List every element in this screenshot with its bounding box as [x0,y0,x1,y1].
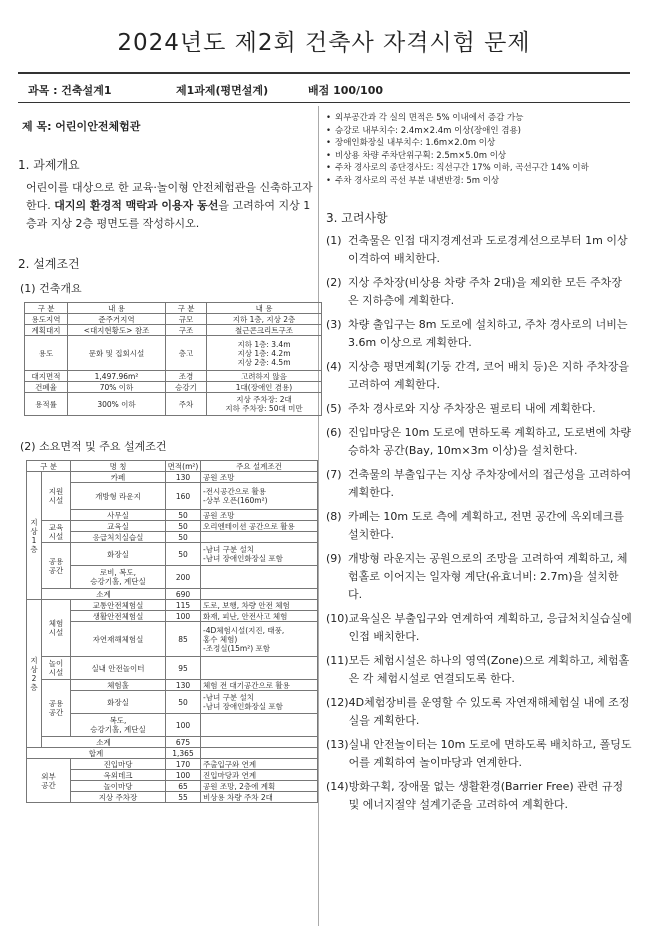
table-cell: 공원 조망 [201,510,318,521]
table-cell [201,657,318,680]
table-header: 주요 설계조건 [201,461,318,472]
consideration-item [326,466,632,502]
consideration-number: (10) [326,612,349,625]
area-requirements-table [26,460,318,803]
table-cell: 건폐율 [25,382,68,393]
consideration-text: 지상 주차장(비상용 차량 주차 2대)을 제외한 모든 주차장은 지하층에 계획한다. [348,276,622,307]
subject-bar [18,72,630,103]
table-cell: 50 [166,532,201,543]
overview-text-a: 어린이를 대상으로 한 교육·놀이형 안전체험관을 신축하고자 한다. [26,181,313,212]
consideration-text: 개방형 라운지는 공원으로의 조망을 고려하여 계획하고, 체험홀로 이어지는 일자형 계단(유효너비: 2.7m)을 설치한다. [348,552,628,601]
table-row [27,622,318,657]
note-item: • 장애인화장실 내부치수: 1.6m×2.0m 이상 [326,137,632,150]
table-cell: 체험 전 대기공간으로 활용 [201,680,318,691]
table-cell: 690 [166,589,201,600]
table-cell: 진입마당과 연계 [201,770,318,781]
table-cell [201,737,318,748]
consideration-item [326,358,632,394]
overview-text-bold: 대지의 환경적 맥락과 이용자 동선 [54,199,219,212]
section-design-heading: 2. 설계조건 [18,257,80,271]
building-overview-heading: (1) 건축개요 [20,282,82,295]
table-cell: 복도, 승강기홀, 계단실 [71,714,166,737]
table-header-row [27,461,318,472]
table-cell: 100 [166,611,201,622]
table-cell: 85 [166,622,201,657]
table-cell: 130 [166,680,201,691]
consideration-text: 진입마당은 10m 도로에 면하도록 계획하고, 도로변에 차량 승하차 공간(Bay, 10m×3m 이상)을 설치한다. [348,426,631,457]
table-cell: 100 [166,714,201,737]
table-header: 명 칭 [71,461,166,472]
table-cell: 50 [166,510,201,521]
consideration-item [326,550,632,604]
consideration-text: 4D체험장비를 운영할 수 있도록 자연재해체험실 내에 조정실을 계획한다. [348,696,630,727]
score-label: 배점 100/100 [308,84,384,97]
table-row [27,759,318,770]
table-row [27,472,318,483]
table-cell: 주출입구와 연계 [201,759,318,770]
table-cell: 사무실 [71,510,166,521]
table-cell: 실내 안전놀이터 [71,657,166,680]
table-cell: 공원 조망, 2층에 계획 [201,781,318,792]
table-cell: 자연재해체험실 [71,622,166,657]
table-cell: 오리엔테이션 공간으로 활용 [201,521,318,532]
table-row [25,336,322,371]
table-cell: 100 [166,770,201,781]
floor-label: 지 상 2 층 [27,600,42,748]
table-cell: 대지면적 [25,371,68,382]
table-cell: -남녀 구분 설치 -남녀 장애인화장실 포함 [201,543,318,566]
table-row [25,325,322,336]
table-cell [201,748,318,759]
project-title: 제 목: 어린이안전체험관 [22,120,141,133]
floor-heights-cell [207,336,322,371]
table-cell: 진입마당 [71,759,166,770]
parking-line: 지상 주차장: 2대 [236,395,292,404]
table-row [27,657,318,680]
note-item: • 주차 경사로의 곡선 부분 내변반경: 5m 이상 [326,175,632,188]
table-row [27,589,318,600]
table-cell: 주차 [166,393,207,416]
table-cell: 300% 이하 [68,393,166,416]
table-cell: 규모 [166,314,207,325]
consideration-number: (1) [326,234,342,247]
parking-line: 지하 주차장: 50대 미만 [225,404,303,413]
consideration-item [326,778,632,814]
table-cell: 로비, 복도, 승강기홀, 계단실 [71,566,166,589]
table-cell [201,714,318,737]
group-label: 체험 시설 [42,600,71,657]
consideration-number: (5) [326,402,342,415]
overview-text-b: 을 고려하여 지상 1층과 지상 2층 평면도를 작성하시오. [26,199,311,230]
consideration-number: (9) [326,552,342,565]
table-cell: 생활안전체험실 [71,611,166,622]
consideration-item [326,652,632,688]
table-cell [201,566,318,589]
building-overview-table [24,302,322,416]
consideration-text: 건축물은 인접 대지경계선과 도로경계선으로부터 1m 이상 이격하여 배치한다. [348,234,628,265]
table-row [27,737,318,748]
consideration-text: 모든 체험시설은 하나의 영역(Zone)으로 계획하고, 체험홀은 각 체험시설로 연결되도록 한다. [348,654,630,685]
table-cell: 용적률 [25,393,68,416]
table-cell: 고려하지 않음 [207,371,322,382]
table-header: 구 분 [27,461,71,472]
subtotal-label: 소계 [42,589,166,600]
overview-paragraph [26,179,318,233]
table-row [27,781,318,792]
table-row [27,510,318,521]
table-cell: 70% 이하 [68,382,166,393]
floor-height: 지상 2층: 4.5m [237,357,291,367]
table-cell: 1대(장애인 겸용) [207,382,322,393]
table-cell: 화재, 피난, 안전사고 체험 [201,611,318,622]
table-cell: 화장실 [71,691,166,714]
table-header: 내 용 [207,303,322,314]
total-label: 합계 [27,748,166,759]
table-cell: 지하 1층, 지상 2층 [207,314,322,325]
table-cell: 도로, 보행, 차량 안전 체험 [201,600,318,611]
note-item: • 승강로 내부치수: 2.4m×2.4m 이상(장애인 겸용) [326,125,632,138]
table-header: 면적(m²) [166,461,201,472]
table-cell: 지상 주차장 [71,792,166,803]
table-cell: 용도 [25,336,68,371]
subject-label: 과목 : 건축설계1 [28,84,112,97]
table-row [27,691,318,714]
table-row [27,600,318,611]
table-cell: 층고 [166,336,207,371]
table-cell: 구조 [166,325,207,336]
table-row [27,521,318,532]
table-cell: 95 [166,657,201,680]
table-cell: 문화 및 집회시설 [68,336,166,371]
table-cell: 50 [166,691,201,714]
table-cell: 170 [166,759,201,770]
table-cell: 50 [166,543,201,566]
table-row [25,382,322,393]
table-row [25,314,322,325]
table-cell: 675 [166,737,201,748]
table-header: 구 분 [166,303,207,314]
consideration-number: (4) [326,360,342,373]
table-cell: 놀이마당 [71,781,166,792]
consideration-text: 지상층 평면계획(기둥 간격, 코어 배치 등)은 지하 주차장을 고려하여 계획한다. [348,360,629,391]
table-row [27,543,318,566]
consideration-number: (7) [326,468,342,481]
consideration-number: (2) [326,276,342,289]
table-row [25,371,322,382]
table-row [27,714,318,737]
group-label: 공용 공간 [42,543,71,589]
consideration-text: 교육실은 부출입구와 연계하여 계획하고, 응급처치실습실에 인접 배치한다. [348,612,632,643]
table-row [27,792,318,803]
consideration-text: 카페는 10m 도로 측에 계획하고, 전면 공간에 옥외데크를 설치한다. [348,510,624,541]
table-cell: -전시공간으로 활용 -상부 오픈(160m²) [201,483,318,510]
group-label: 지원 시설 [42,472,71,521]
table-cell [201,532,318,543]
table-cell: 승강기 [166,382,207,393]
consideration-item [326,232,632,268]
column-divider [318,106,319,926]
consideration-text: 방화구획, 장애물 없는 생활환경(Barrier Free) 관련 규정 및 에너지절약 설계기준을 고려하여 계획한다. [348,780,624,811]
table-cell: 용도지역 [25,314,68,325]
consideration-text: 주차 경사로와 지상 주차장은 필로티 내에 계획한다. [348,402,596,415]
table-header: 내 용 [68,303,166,314]
table-cell: 철근콘크리트구조 [207,325,322,336]
table-cell: 비상용 차량 주차 2대 [201,792,318,803]
table-cell: 개방형 라운지 [71,483,166,510]
table-header-row [25,303,322,314]
consideration-text: 실내 안전놀이터는 10m 도로에 면하도록 배치하고, 폴딩도어를 계획하여 놀이마당과 연계한다. [348,738,632,769]
table-cell: 115 [166,600,201,611]
table-cell: 1,365 [166,748,201,759]
subtotal-label: 소계 [42,737,166,748]
table-cell: 200 [166,566,201,589]
consideration-item [326,400,632,418]
consideration-number: (12) [326,696,349,709]
consideration-item [326,610,632,646]
consideration-number: (6) [326,426,342,439]
table-cell: 응급처치실습실 [71,532,166,543]
table-cell: 55 [166,792,201,803]
table-row [27,532,318,543]
note-item: • 주차 경사로의 종단경사도: 직선구간 17% 이하, 곡선구간 14% 이하 [326,162,632,175]
table-cell: 1,497.96m² [68,371,166,382]
consideration-number: (14) [326,780,349,793]
consideration-item [326,316,632,352]
parking-cell [207,393,322,416]
table-cell: 65 [166,781,201,792]
table-row [27,748,318,759]
table-row [27,680,318,691]
floor-label: 지 상 1 층 [27,472,42,600]
consideration-number: (8) [326,510,342,523]
table-row [27,611,318,622]
table-header: 구 분 [25,303,68,314]
table-cell: -4D체험시설(지진, 태풍, 홍수 체험) -조정실(15m²) 포함 [201,622,318,657]
consideration-item [326,508,632,544]
table-cell: 공원 조망 [201,472,318,483]
table-cell: 카페 [71,472,166,483]
right-column [326,112,632,820]
table-row [25,393,322,416]
table-cell: 화장실 [71,543,166,566]
table-cell: 준주거지역 [68,314,166,325]
floor-height: 지하 1층: 3.4m [237,339,291,349]
note-item: • 외부공간과 각 실의 면적은 5% 이내에서 증감 가능 [326,112,632,125]
exam-title: 2024년도 제2회 건축사 자격시험 문제 [117,30,531,56]
table-cell: 50 [166,521,201,532]
table-cell: 옥외데크 [71,770,166,781]
group-label: 놀이 시설 [42,657,71,680]
task-label: 제1과제(평면설계) [176,84,269,97]
group-label: 공용 공간 [42,680,71,737]
consideration-number: (13) [326,738,349,751]
group-label: 외부 공간 [27,759,71,803]
floor-height: 지상 1층: 4.2m [237,348,291,358]
consideration-item [326,736,632,772]
consideration-item [326,694,632,730]
group-label: 교육 시설 [42,521,71,543]
consideration-number: (3) [326,318,342,331]
table-cell: 160 [166,483,201,510]
note-item: • 비상용 차량 주차단위구획: 2.5m×5.0m 이상 [326,150,632,163]
table-cell: 130 [166,472,201,483]
table-cell: 교통안전체험실 [71,600,166,611]
consideration-item [326,274,632,310]
consideration-number: (11) [326,654,349,667]
consideration-text: 건축물의 부출입구는 지상 주차장에서의 접근성을 고려하여 계획한다. [348,468,632,499]
notes-list [326,112,632,187]
considerations-list [326,232,632,814]
table-row [27,770,318,781]
table-cell [201,589,318,600]
table-cell: 계획대지 [25,325,68,336]
consideration-text: 차량 출입구는 8m 도로에 설치하고, 주차 경사로의 너비는 3.6m 이상으로 계획한다. [348,318,628,349]
section-overview-heading: 1. 과제개요 [18,158,80,172]
table-cell: 교육실 [71,521,166,532]
table-cell: -남녀 구분 설치 -남녀 장애인화장실 포함 [201,691,318,714]
table-row [27,483,318,510]
table-cell: 체험홀 [71,680,166,691]
area-requirements-heading: (2) 소요면적 및 주요 설계조건 [20,440,167,453]
consideration-item [326,424,632,460]
table-cell: <대지현황도> 참조 [68,325,166,336]
table-row [27,566,318,589]
table-cell: 조경 [166,371,207,382]
considerations-heading: 3. 고려사항 [326,211,388,225]
left-column [18,112,318,803]
